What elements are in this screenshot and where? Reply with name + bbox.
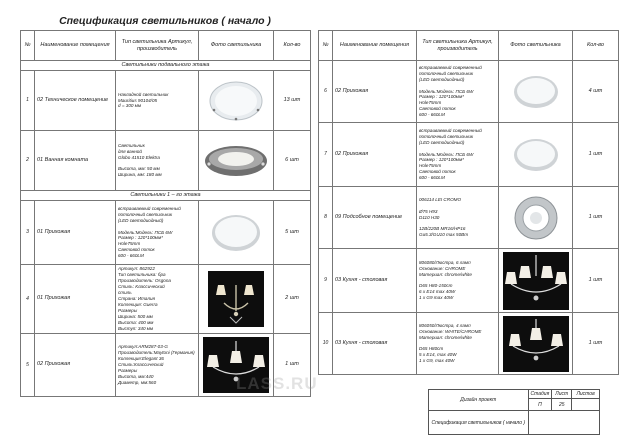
flush-ceiling-lamp-icon	[206, 79, 266, 123]
row-photo	[199, 71, 274, 131]
row-qty: 5 шт	[274, 201, 311, 265]
row-num: 2	[21, 131, 35, 191]
row-photo	[499, 61, 573, 123]
stamp-sheet-label: Лист	[552, 390, 572, 399]
row-photo	[199, 131, 274, 191]
header-type: Тип светильника Артикул, производитель	[417, 31, 499, 61]
led-panel-icon	[508, 135, 564, 175]
row-photo	[499, 313, 573, 375]
stamp-empty	[528, 411, 599, 435]
header-photo: Фото светильника	[499, 31, 573, 61]
row-room: 03 Кухня - столовая	[333, 313, 417, 375]
header-room: Наименование помещения	[35, 31, 116, 61]
stamp-sheets	[572, 399, 600, 411]
row-type: Артикул:ARM287-03-G Производитель:Maytoni (Германия) Коллекция:Elegant 36 Стиль:Классический Размеры Высота, мм:440 Диаметр, мм:560	[116, 333, 199, 396]
chandelier-icon	[503, 316, 569, 372]
row-num: 10	[319, 313, 333, 375]
table-row	[319, 61, 619, 123]
classic-sconce-icon	[208, 271, 264, 327]
row-num: 7	[319, 123, 333, 187]
watermark: LASS.RU	[236, 374, 318, 393]
row-qty: 1 шт	[573, 187, 619, 249]
row-qty: 1 шт	[274, 333, 311, 396]
right-sheet	[318, 0, 604, 440]
row-qty: 13 шт	[274, 71, 311, 131]
section-floor1-label: Светильники 1 – го этажа	[21, 191, 311, 201]
row-photo	[499, 123, 573, 187]
page-title: Спецификация светильников ( начало )	[59, 15, 271, 27]
header-qty: Кол-во	[573, 31, 619, 61]
table-row	[21, 71, 311, 131]
row-photo	[499, 187, 573, 249]
row-type: Светильник для ванной Globo 41510 Elektra Высота, мм: 50 мм Ширина, мм: 180 мм	[116, 131, 199, 191]
row-num: 4	[21, 265, 35, 334]
row-type: 006114 LEI CROMO Ø75 H93 D110 H30 12В/220В MR16/HP16 Gu5.3/GU10 max 50Вт	[417, 187, 499, 249]
row-qty: 1 шт	[573, 313, 619, 375]
row-type: Накладной светильник Mauritius 90104/05 d = 300 мм	[116, 71, 199, 131]
row-room: 02 Техническое помещение	[35, 71, 116, 131]
row-type: встраиваемый современный потолочный светильник (LED светодиодный) Модель:Модель: ПСБ 6W Размер : 120*100мм* Hole75mm Световой поток 600 - 660LM	[116, 201, 199, 265]
row-num: 1	[21, 71, 35, 131]
row-type: 806050/Люстра, 4 ламп Основание: WHITE/CHROME Материал: chrome/white D65 H80cm 5 x E14, max 40W 1 x G9, max 40W	[417, 313, 499, 375]
stamp-stage: П	[528, 399, 552, 411]
stamp-stage-label: Стадия	[528, 390, 552, 399]
row-photo	[499, 249, 573, 313]
table-header-row	[21, 31, 311, 61]
table-row	[21, 201, 311, 265]
row-type: 806080/Люстра, 6 ламп Основание: CHROME Материал: chrome/white D65 H80-150cm 6 x E14 max 40W 1 x G9 max 40W	[417, 249, 499, 313]
row-type: Артикул: 862922 Тип светильника: бра Производитель: Osgona Стиль: Классический стиль Страна: Италия Коллекция: Guerra Размеры Ширина: 500 мм Высота: 400 мм Выступ: 340 мм	[116, 265, 199, 334]
section-row	[21, 191, 311, 201]
row-num: 6	[319, 61, 333, 123]
stamp-project: Дизайн проект	[429, 390, 529, 411]
row-qty: 1 шт	[573, 249, 619, 313]
table-row	[319, 249, 619, 313]
row-qty: 2 шт	[274, 265, 311, 334]
header-photo: Фото светильника	[199, 31, 274, 61]
row-room: 01 Прихожая	[35, 201, 116, 265]
stamp-sheet: 25	[552, 399, 572, 411]
row-qty: 1 шт	[573, 123, 619, 187]
row-room: 09 Подсобное помещение	[333, 187, 417, 249]
row-room: 01 Ванная комната	[35, 131, 116, 191]
row-photo	[199, 201, 274, 265]
table-row	[21, 131, 311, 191]
led-panel-icon	[508, 72, 564, 112]
row-qty: 6 шт	[274, 131, 311, 191]
table-row	[319, 313, 619, 375]
spot-downlight-icon	[511, 193, 561, 243]
left-spec-table	[20, 30, 311, 397]
chandelier-icon	[503, 252, 569, 310]
stamp-sheets-label: Листов	[572, 390, 600, 399]
title-block	[428, 389, 600, 435]
header-room: Наименование помещения	[333, 31, 417, 61]
bathroom-ceiling-lamp-icon	[203, 140, 269, 182]
row-room: 01 Прихожая	[35, 265, 116, 334]
row-type: встраиваемый современный потолочный светильник (LED светодиодный) Модель:Модель: ПСБ 6W Размер : 120*100мм* Hole75mm Световой поток 600 - 660LM	[417, 61, 499, 123]
table-row	[319, 123, 619, 187]
row-num: 8	[319, 187, 333, 249]
row-num: 9	[319, 249, 333, 313]
section-basement-label: Светильники подвального этажа	[21, 61, 311, 71]
header-num: №	[21, 31, 35, 61]
table-row	[319, 187, 619, 249]
row-room: 02 Прихожая	[333, 61, 417, 123]
header-qty: Кол-во	[274, 31, 311, 61]
led-panel-icon	[206, 211, 266, 255]
row-photo	[199, 265, 274, 334]
row-type: встраиваемый современный потолочный светильник (LED светодиодный) Модель:Модель: ПСБ 6W Размер : 120*100мм* Hole75mm Световой поток 600 - 660LM	[417, 123, 499, 187]
header-type: Тип светильника Артикул, производитель	[116, 31, 199, 61]
row-qty: 4 шт	[573, 61, 619, 123]
row-room: 03 Кухня - столовая	[333, 249, 417, 313]
table-row	[21, 265, 311, 334]
row-room: 02 Прихожая	[35, 333, 116, 396]
section-row	[21, 61, 311, 71]
header-num: №	[319, 31, 333, 61]
table-header-row	[319, 31, 619, 61]
row-room: 02 Прихожая	[333, 123, 417, 187]
right-spec-table	[318, 30, 619, 375]
row-num: 3	[21, 201, 35, 265]
row-num: 5	[21, 333, 35, 396]
stamp-doc-title: Спецификация светильников ( начало )	[429, 411, 529, 435]
